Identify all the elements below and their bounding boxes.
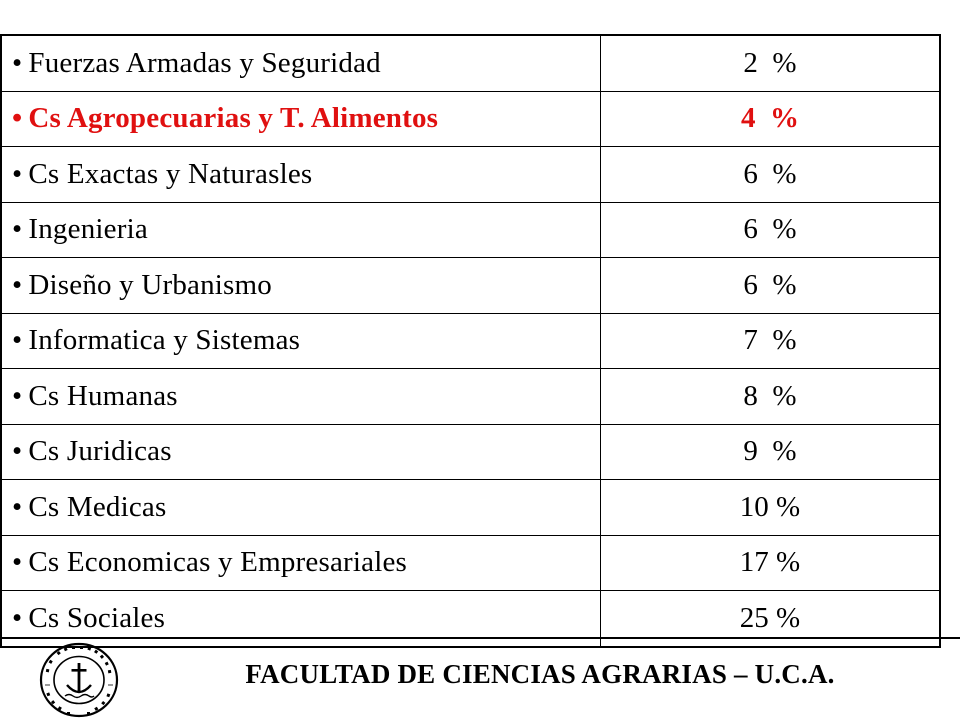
bullet-icon: • bbox=[12, 490, 23, 523]
table-row bbox=[2, 147, 939, 203]
category-label: Informatica y Sistemas bbox=[28, 324, 301, 357]
institution-footer: FACULTAD DE CIENCIAS AGRARIAS – U.C.A. bbox=[245, 659, 835, 689]
bullet-icon: • bbox=[12, 379, 23, 412]
bullet-icon: • bbox=[12, 46, 23, 79]
careers-table-grid bbox=[2, 36, 939, 646]
category-label: Cs Sociales bbox=[28, 601, 166, 634]
category-label: Cs Agropecuarias y T. Alimentos bbox=[28, 102, 439, 135]
table-row bbox=[2, 369, 939, 425]
category-cell bbox=[2, 91, 601, 147]
table-row bbox=[2, 424, 939, 480]
table-row bbox=[2, 535, 939, 591]
university-seal-logo bbox=[38, 641, 120, 719]
bullet-icon: • bbox=[12, 268, 23, 301]
category-cell bbox=[2, 36, 601, 91]
table-row bbox=[2, 313, 939, 369]
category-cell bbox=[2, 480, 601, 536]
category-cell bbox=[2, 369, 601, 425]
bullet-icon: • bbox=[12, 324, 23, 357]
bullet-icon: • bbox=[12, 213, 23, 246]
careers-table bbox=[0, 34, 941, 648]
category-label: Ingenieria bbox=[28, 213, 148, 246]
category-label: Diseño y Urbanismo bbox=[28, 268, 272, 301]
bullet-icon: • bbox=[12, 601, 23, 634]
percent-cell: 4 % bbox=[601, 91, 940, 147]
careers-table-body bbox=[2, 36, 939, 646]
percent-cell: 8 % bbox=[601, 369, 940, 425]
bullet-icon: • bbox=[12, 546, 23, 579]
category-label: Cs Exactas y Naturasles bbox=[28, 157, 313, 190]
category-cell bbox=[2, 202, 601, 258]
percent-cell: 9 % bbox=[601, 424, 940, 480]
table-row bbox=[2, 480, 939, 536]
percent-cell: 6 % bbox=[601, 258, 940, 314]
category-cell bbox=[2, 535, 601, 591]
bullet-icon: • bbox=[12, 157, 23, 190]
percent-cell: 6 % bbox=[601, 147, 940, 203]
table-row bbox=[2, 202, 939, 258]
percent-cell: 2 % bbox=[601, 36, 940, 91]
category-label: Cs Medicas bbox=[28, 490, 167, 523]
category-label: Cs Juridicas bbox=[28, 435, 172, 468]
category-label: Fuerzas Armadas y Seguridad bbox=[28, 46, 381, 79]
percent-cell: 10 % bbox=[601, 480, 940, 536]
percent-cell: 25 % bbox=[739, 601, 801, 634]
percent-cell: 17 % bbox=[601, 535, 940, 591]
table-row bbox=[2, 36, 939, 91]
category-cell bbox=[2, 258, 601, 314]
bullet-icon: • bbox=[12, 102, 23, 135]
category-cell bbox=[2, 147, 601, 203]
category-cell bbox=[2, 424, 601, 480]
category-cell bbox=[2, 313, 601, 369]
table-row bbox=[2, 258, 939, 314]
bullet-icon: • bbox=[12, 435, 23, 468]
footer-divider bbox=[0, 637, 960, 639]
category-label: Cs Economicas y Empresariales bbox=[28, 546, 408, 579]
category-label: Cs Humanas bbox=[28, 379, 178, 412]
percent-cell: 6 % bbox=[601, 202, 940, 258]
percent-cell: 7 % bbox=[601, 313, 940, 369]
table-row bbox=[2, 91, 939, 147]
